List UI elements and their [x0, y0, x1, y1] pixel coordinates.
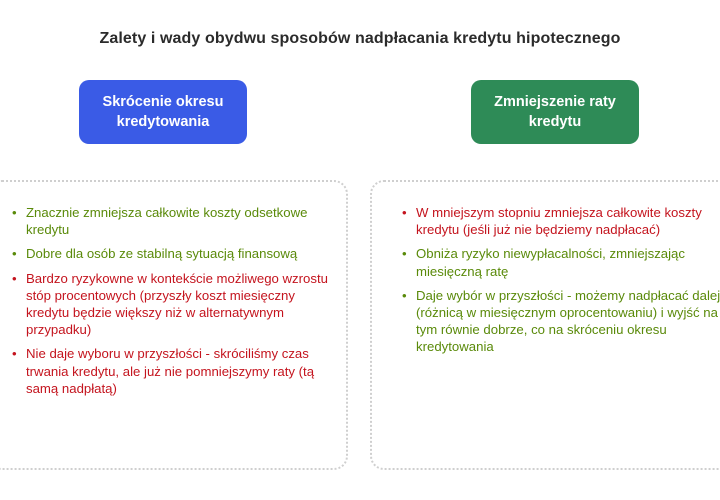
- list-item: [402, 204, 720, 238]
- bullet-icon: •: [402, 246, 407, 262]
- list-item: [12, 270, 332, 339]
- list-item: [12, 204, 332, 238]
- list-item-text: Obniża ryzyko niewypłacalności, zmniejszając miesięczną ratę: [416, 246, 685, 279]
- points-list-right: [402, 204, 720, 363]
- header-reduce-installment: Zmniejszenie raty kredytu: [471, 80, 639, 144]
- bullet-icon: •: [402, 205, 407, 220]
- points-list-left: [12, 204, 332, 404]
- list-item: [402, 287, 720, 356]
- bullet-icon: •: [12, 246, 17, 262]
- bullet-icon: •: [12, 205, 17, 220]
- bullet-icon: •: [402, 287, 407, 303]
- bullet-icon: •: [12, 346, 17, 362]
- bullet-icon: •: [12, 270, 17, 286]
- list-item-text: W mniejszym stopniu zmniejsza całkowite koszty kredytu (jeśli już nie będziemy nadpłacać): [416, 205, 702, 238]
- list-item-text: Dobre dla osób ze stabilną sytuacją finansową: [26, 246, 298, 262]
- panel-shorten-period: [0, 180, 348, 470]
- panel-reduce-installment: [370, 180, 720, 470]
- page-title: Zalety i wady obydwu sposobów nadpłacania kredytu hipotecznego: [99, 30, 621, 47]
- list-item-text: Daje wybór w przyszłości - możemy nadpłacać dalej (różnicą w miesięcznym oprocentowaniu) i wyjść na tym równie dobrze, co na skróceniu okresu kredytowania: [416, 287, 720, 355]
- header-shorten-period: Skrócenie okresu kredytowania: [79, 80, 247, 144]
- list-item-text: Nie daje wyboru w przyszłości - skróciliśmy czas trwania kredytu, ale już nie pomniejszymy raty (tą samą nadpłatą): [26, 346, 315, 396]
- list-item: [402, 245, 720, 279]
- list-item: [12, 245, 332, 262]
- list-item-text: Bardzo ryzykowne w kontekście możliwego wzrostu stóp procentowych (przyszły koszt miesięczny kredytu będzie większy niż w alternatywnym przypadku): [26, 270, 328, 338]
- list-item: [12, 345, 332, 397]
- list-item-text: Znacznie zmniejsza całkowite koszty odsetkowe kredytu: [26, 205, 308, 238]
